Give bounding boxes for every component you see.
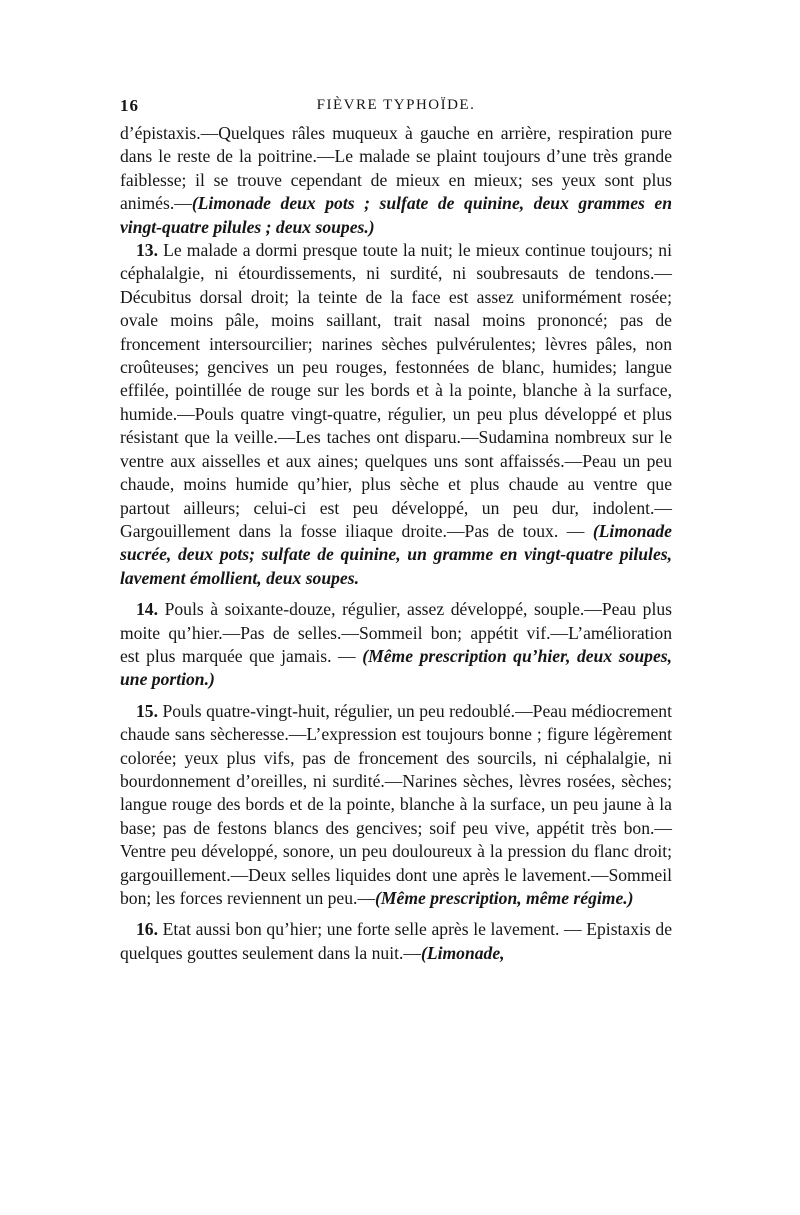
page-header — [120, 96, 672, 122]
day-entry-14 — [120, 598, 672, 692]
prescription-text: (Limonade deux pots ; sulfate de quinine, deux grammes en vingt-quatre pilules ; deux soupes.) — [120, 193, 672, 237]
running-title: FIÈVRE TYPHOÏDE. — [316, 97, 476, 113]
day-entry-16 — [120, 918, 672, 965]
observation-text: d’épistaxis.—Quelques râles muqueux à gauche en arrière, respiration pure dans le reste de la poitrine.—Le malade se plaint toujours d’une très grande faiblesse; il se trouve cependant de mieux en mieux; ses yeux sont plus animés.— — [120, 123, 672, 214]
paragraph-continuation — [120, 122, 672, 239]
day-number: 15. — [136, 700, 158, 721]
day-entry-15 — [120, 700, 672, 911]
prescription-text: (Même prescription, même régime.) — [375, 888, 634, 908]
day-number: 16. — [136, 919, 158, 940]
prescription-text: (Limonade sucrée, deux pots; sulfate de quinine, un gramme en vingt-quatre pilules, lavement émollient, deux soupes. — [120, 520, 672, 588]
page-number: 16 — [120, 96, 139, 115]
day-entry-13 — [120, 239, 672, 590]
observation-text: Le malade a dormi presque toute la nuit; le mieux continue toujours; ni céphalalgie, ni étourdissements, ni surdité, ni soubresauts de tendons.—Décubitus dorsal droit; la teinte de la face est assez uniformément rosée; ovale moins pâle, moins saillant, trait nasal moins prononcé; pas de froncement intersourcilier; narines sèches pulvérulentes; lèvres pâles, non croûteuses; gencives un peu rouges, festonnées de blanc, humides; langue effilée, pointillée de rouge sur les bords et à la pointe, blanche à la surface, humide.—Pouls quatre vingt-quatre, régulier, un peu plus développé et plus résistant que la veille.—Les taches ont disparu.—Sudamina nombreux sur le ventre aux aisselles et aux aines; quelques uns sont affaissés.—Peau un peu chaude, moins humide qu’hier, plus sèche et plus chaude au ventre que partout ailleurs; celui-ci est peu développé, un peu dur, indolent.—Gargouillement dans la fosse iliaque droite.—Pas de toux. — — [120, 240, 672, 541]
day-number: 14. — [136, 599, 158, 620]
observation-text: Etat aussi bon qu’hier; une forte selle après le lavement. — Epistaxis de quelques gouttes seulement dans la nuit.— — [120, 919, 672, 963]
body-text — [120, 122, 672, 965]
observation-text: Pouls quatre-vingt-huit, régulier, un peu redoublé.—Peau médiocrement chaude sans sècheresse.—L’expression est toujours bonne ; figure légèrement colorée; yeux plus vifs, pas de froncement des sourcils, ni céphalalgie, ni bourdonnement d’oreilles, ni surdité.—Narines sèches, lèvres rosées, sèches; langue rouge des bords et de la pointe, blanche à la surface, un peu jaune à la base; pas de festons blancs des gencives; soif peu vive, appétit très bon.—Ventre peu développé, sonore, un peu douloureux à la pression du flanc droit; gargouillement.—Deux selles liquides dont une après le lavement.—Sommeil bon; les forces reviennent un peu.— — [120, 700, 672, 908]
day-number: 13. — [136, 240, 158, 261]
prescription-text: (Même prescription qu’hier, deux soupes, une portion.) — [120, 645, 672, 690]
prescription-text: (Limonade, — [421, 942, 505, 963]
observation-text: Pouls à soixante-douze, régulier, assez développé, souple.—Peau plus moite qu’hier.—Pas de selles.—Sommeil bon; appétit vif.—L’amélioration est plus marquée que jamais. — — [120, 599, 672, 666]
book-page — [120, 96, 672, 965]
